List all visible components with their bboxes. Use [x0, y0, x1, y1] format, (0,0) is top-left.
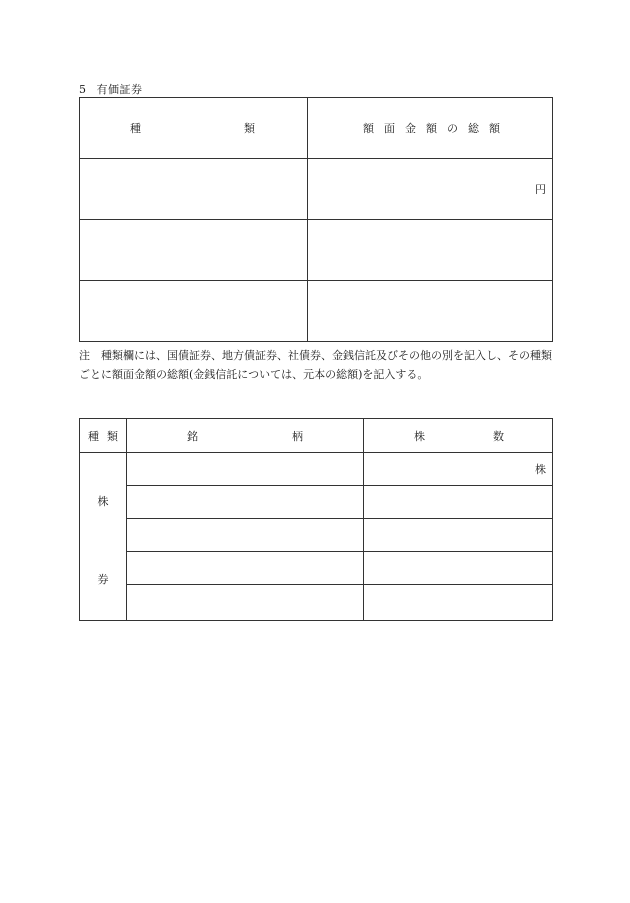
shares-unit: 株	[535, 463, 546, 476]
header-char: 総	[468, 122, 479, 135]
table-row	[80, 486, 553, 519]
header-type	[80, 419, 127, 453]
header-shares	[364, 419, 553, 453]
type-cell[interactable]	[80, 281, 308, 342]
category-char: 券	[97, 573, 109, 586]
table-row	[80, 159, 553, 220]
section-heading	[79, 81, 143, 97]
category-char: 株	[97, 495, 109, 508]
shares-cell[interactable]	[364, 453, 553, 486]
header-char: 柄	[292, 429, 303, 443]
table-row	[80, 220, 553, 281]
shares-cell[interactable]	[364, 519, 553, 552]
header-char: 株	[414, 429, 425, 443]
amount-cell[interactable]	[308, 220, 553, 281]
header-char: 金	[405, 122, 416, 135]
stock-table	[79, 418, 553, 621]
header-char: の	[447, 122, 458, 135]
brand-cell[interactable]	[127, 552, 364, 585]
header-char: 類	[107, 429, 118, 443]
shares-cell[interactable]	[364, 552, 553, 585]
note-text: 注 種類欄には、国債証券、地方債証券、社債券、金銭信託及びその他の別を記入し、その種類ごとに額面金額の総額(金銭信託については、元本の総額)を記入する。	[79, 349, 552, 381]
stock-category-cell	[80, 453, 127, 621]
header-char: 数	[493, 429, 504, 443]
header-total-face-amount	[308, 98, 553, 159]
brand-cell[interactable]	[127, 519, 364, 552]
table-row	[80, 552, 553, 585]
shares-cell[interactable]	[364, 486, 553, 519]
section-number: 5	[79, 83, 87, 96]
brand-cell[interactable]	[127, 453, 364, 486]
shares-cell[interactable]	[364, 585, 553, 621]
table-row	[80, 519, 553, 552]
securities-table	[79, 97, 553, 342]
table-row	[80, 281, 553, 342]
yen-unit: 円	[535, 183, 546, 196]
header-char: 銘	[187, 429, 198, 443]
header-char: 額	[489, 122, 500, 135]
header-char: 面	[384, 122, 395, 135]
header-char: 種	[88, 429, 99, 443]
table-row	[80, 453, 553, 486]
table-header-row	[80, 419, 553, 453]
amount-cell[interactable]	[308, 281, 553, 342]
type-cell[interactable]	[80, 220, 308, 281]
table-header-row	[80, 98, 553, 159]
table-row	[80, 585, 553, 621]
header-char: 額	[363, 122, 374, 135]
type-cell[interactable]	[80, 159, 308, 220]
section-title: 有価証券	[96, 83, 143, 96]
header-brand	[127, 419, 364, 453]
header-char: 額	[426, 122, 437, 135]
header-char: 類	[244, 122, 255, 135]
brand-cell[interactable]	[127, 585, 364, 621]
header-type	[80, 98, 308, 159]
amount-cell[interactable]	[308, 159, 553, 220]
header-char: 種	[130, 122, 141, 135]
brand-cell[interactable]	[127, 486, 364, 519]
